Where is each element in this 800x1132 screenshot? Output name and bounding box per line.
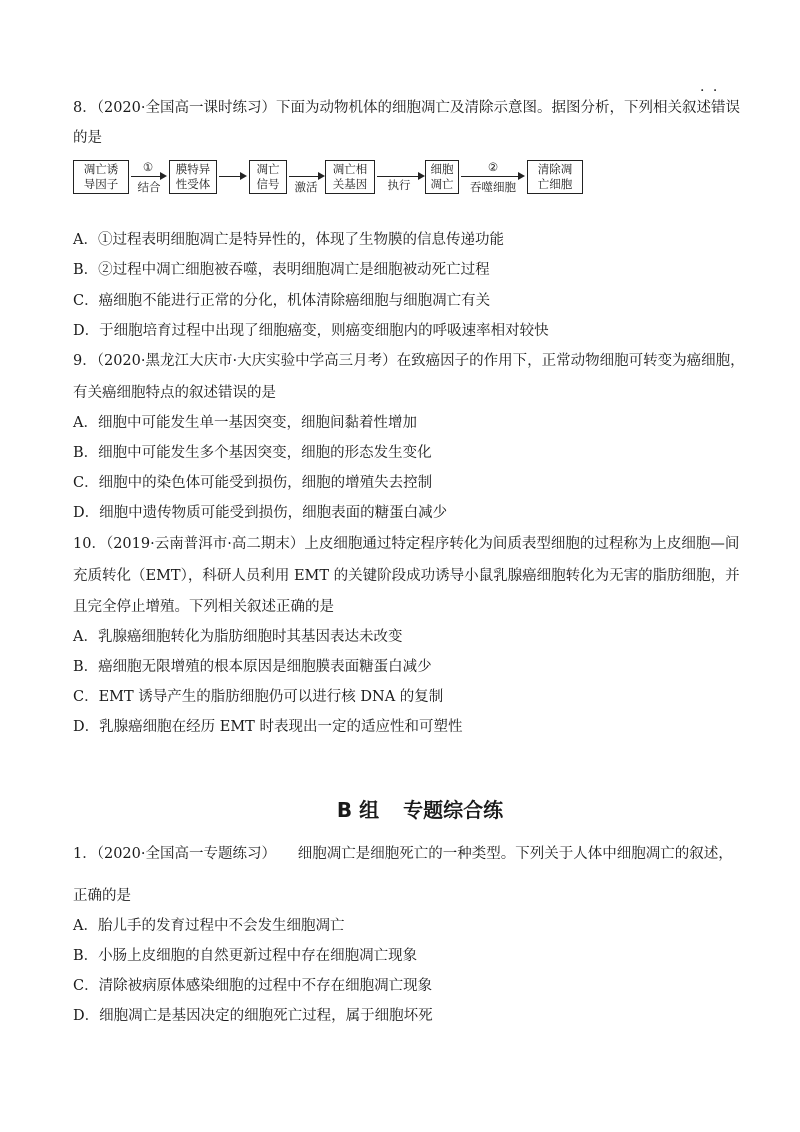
flow-box-text: 凋亡诱	[83, 162, 119, 176]
flow-label-phagocyte: 吞噬细胞	[470, 180, 516, 194]
q10-option-a: A．乳腺癌细胞转化为脂肪细胞时其基因表达未改变	[73, 629, 403, 645]
q9-option-d: D．细胞中遗传物质可能受到损伤，细胞表面的糖蛋白减少	[73, 505, 448, 521]
q8-option-b: B．②过程中凋亡细胞被吞噬，表明细胞凋亡是细胞被动死亡过程	[73, 262, 490, 278]
q8-option-c: C．癌细胞不能进行正常的分化，机体清除癌细胞与细胞凋亡有关	[73, 293, 491, 309]
q10-stem-line2: 充质转化（EMT），科研人员利用 EMT 的关键阶段成功诱导小鼠乳腺癌细胞转化为无害的脂肪细胞，并	[73, 568, 740, 584]
flow-arrow-1	[131, 176, 165, 177]
b1-option-b: B．小肠上皮细胞的自然更新过程中存在细胞凋亡现象	[73, 948, 418, 964]
flow-arrow-2	[219, 176, 245, 177]
flow-arrow-4	[377, 176, 423, 177]
b1-option-a: A．胎儿手的发育过程中不会发生细胞凋亡	[73, 918, 345, 934]
flow-box-text: 膜特异	[175, 162, 211, 176]
q9-option-b: B．细胞中可能发生多个基因突变，细胞的形态发生变化	[73, 445, 432, 461]
flow-box-text: 导因子	[83, 177, 119, 191]
flow-box-text: 亡细胞	[537, 177, 573, 191]
flow-box-text: 清除凋	[537, 162, 573, 176]
flow-box-apoptosis	[425, 160, 459, 194]
emphasis-dots: · ·	[700, 83, 720, 99]
b1-stem-line2: 正确的是	[73, 888, 131, 904]
flow-box-signal	[249, 160, 287, 194]
flow-box-text: 关基因	[332, 177, 368, 191]
flow-label-circle-1: ①	[142, 160, 154, 174]
flow-box-text: 信号	[256, 177, 280, 191]
q9-option-a: A．细胞中可能发生单一基因突变，细胞间黏着性增加	[73, 415, 417, 431]
flow-box-genes	[325, 160, 375, 194]
flow-box-inducer	[73, 160, 129, 194]
q10-option-b: B．癌细胞无限增殖的根本原因是细胞膜表面糖蛋白减少	[73, 659, 432, 675]
q10-option-c: C．EMT 诱导产生的脂肪细胞仍可以进行核 DNA 的复制	[73, 689, 444, 705]
flow-box-receptor	[169, 160, 217, 194]
q10-stem-line1: 10．（2019·云南普洱市·高二期末）上皮细胞通过特定程序转化为间质表型细胞的过程称为上皮细胞—间	[73, 536, 740, 552]
flow-box-text: 凋亡	[430, 177, 454, 191]
q8-stem-line1: 8．（2020·全国高一课时练习）下面为动物机体的细胞凋亡及清除示意图。据图分析，下列相关叙述错误	[73, 100, 740, 116]
flow-label-activate: 激活	[294, 180, 318, 194]
flow-label-bind: 结合	[137, 180, 161, 194]
flow-box-text: 细胞	[430, 162, 454, 176]
q9-stem-line1: 9．（2020·黑龙江大庆市·大庆实验中学高三月考）在致癌因子的作用下，正常动物细胞可转变为癌细胞，	[73, 353, 745, 369]
flow-arrow-5	[461, 176, 523, 177]
q9-option-c: C．细胞中的染色体可能受到损伤，细胞的增殖失去控制	[73, 475, 433, 491]
b1-option-c: C．清除被病原体感染细胞的过程中不存在细胞凋亡现象	[73, 978, 433, 994]
q10-stem-line3: 且完全停止增殖。下列相关叙述正确的是	[73, 599, 334, 615]
apoptosis-flow-diagram	[73, 158, 593, 204]
flow-arrow-3	[289, 176, 323, 177]
b1-option-d: D．细胞凋亡是基因决定的细胞死亡过程，属于细胞坏死	[73, 1008, 433, 1024]
section-heading	[0, 796, 800, 824]
b1-stem-line1: 1．（2020·全国高一专题练习） 细胞凋亡是细胞死亡的一种类型。下列关于人体中细胞凋亡的叙述，	[73, 846, 733, 862]
section-group: B 组	[336, 798, 380, 822]
flow-label-execute: 执行	[387, 178, 411, 192]
q9-stem-line2: 有关癌细胞特点的叙述错误的是	[73, 385, 276, 401]
section-name: 专题综合练	[403, 798, 504, 822]
flow-box-clearance	[527, 160, 583, 194]
q8-option-a: A．①过程表明细胞凋亡是特异性的，体现了生物膜的信息传递功能	[73, 232, 504, 248]
flow-box-text: 性受体	[175, 177, 211, 191]
q10-option-d: D．乳腺癌细胞在经历 EMT 时表现出一定的适应性和可塑性	[73, 719, 463, 735]
flow-box-text: 凋亡	[256, 162, 280, 176]
flow-label-circle-2: ②	[487, 160, 499, 174]
flow-box-text: 凋亡相	[332, 162, 368, 176]
q8-stem-line2: 的是	[73, 130, 102, 146]
q8-option-d: D．于细胞培育过程中出现了细胞癌变，则癌变细胞内的呼吸速率相对较快	[73, 323, 549, 339]
